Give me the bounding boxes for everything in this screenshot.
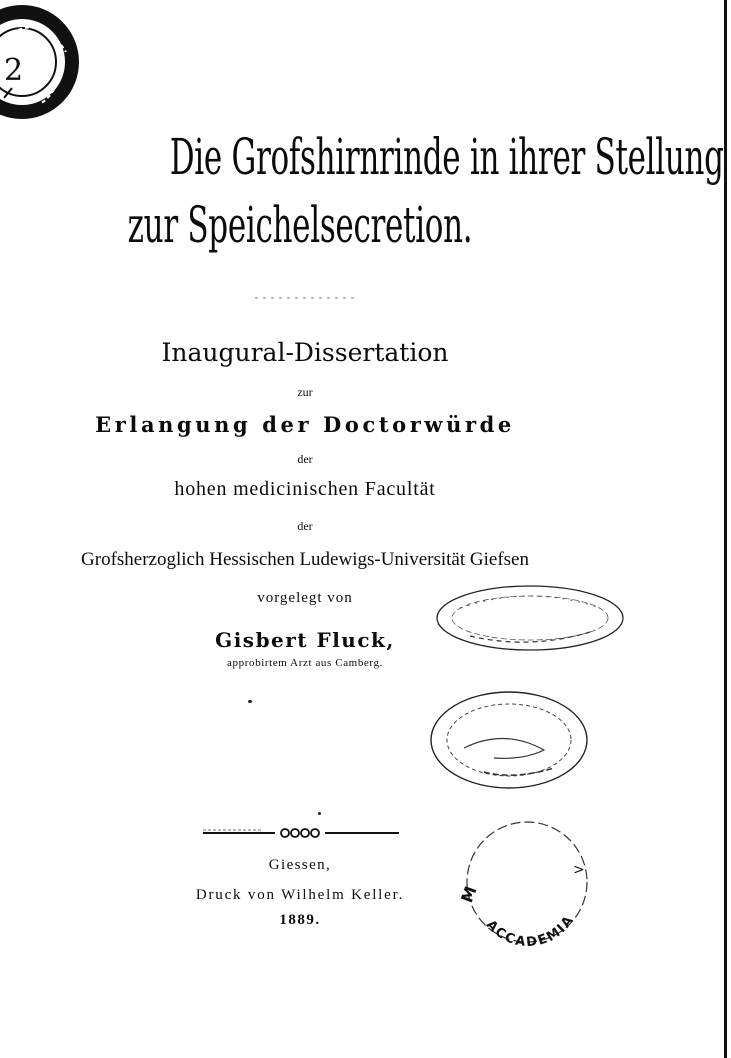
vorgelegt-text: vorgelegt von <box>257 590 353 606</box>
svg-text:ACCADEMIA: ACCADEMIA <box>482 912 578 948</box>
der-text-2: der <box>297 519 313 533</box>
imprint-printer: Druck von Wilhelm Keller. <box>195 887 405 903</box>
dotted-separator <box>255 296 355 300</box>
dissertation-heading: Inaugural-Dissertation <box>161 338 449 367</box>
erlangung-heading: Erlangung der Doctorwürde <box>95 412 515 437</box>
title-line-2: zur Speichelsecretion. <box>127 196 473 254</box>
page-edge-shadow <box>724 0 727 1058</box>
zur-text: zur <box>297 385 313 399</box>
imprint-year: 1889. <box>279 912 321 928</box>
ink-speck <box>248 700 252 703</box>
oval-stamp-middle <box>424 688 594 798</box>
der-text-1: der <box>297 452 313 466</box>
svg-text:M: M <box>457 883 481 906</box>
stamp-number: 2 <box>4 53 24 88</box>
ink-speck <box>318 812 321 815</box>
round-stamp-bottom-right <box>455 818 605 948</box>
library-stamp-top-left <box>0 0 80 120</box>
author-name: Gisbert Fluck, <box>215 628 395 652</box>
title-line-1: Die Grofshirnrinde in ihrer Stellung <box>169 128 724 186</box>
university-text: Grofsherzoglich Hessischen Ludewigs-Universität Giefsen <box>81 549 529 570</box>
faculty-text: hohen medicinischen Facultät <box>174 478 436 500</box>
ornamental-rule <box>203 826 403 840</box>
oval-stamp-upper <box>430 580 630 660</box>
imprint-city: Giessen, <box>268 857 332 873</box>
author-description: approbirtem Arzt aus Camberg. <box>227 657 383 669</box>
svg-text:>: > <box>573 862 585 878</box>
